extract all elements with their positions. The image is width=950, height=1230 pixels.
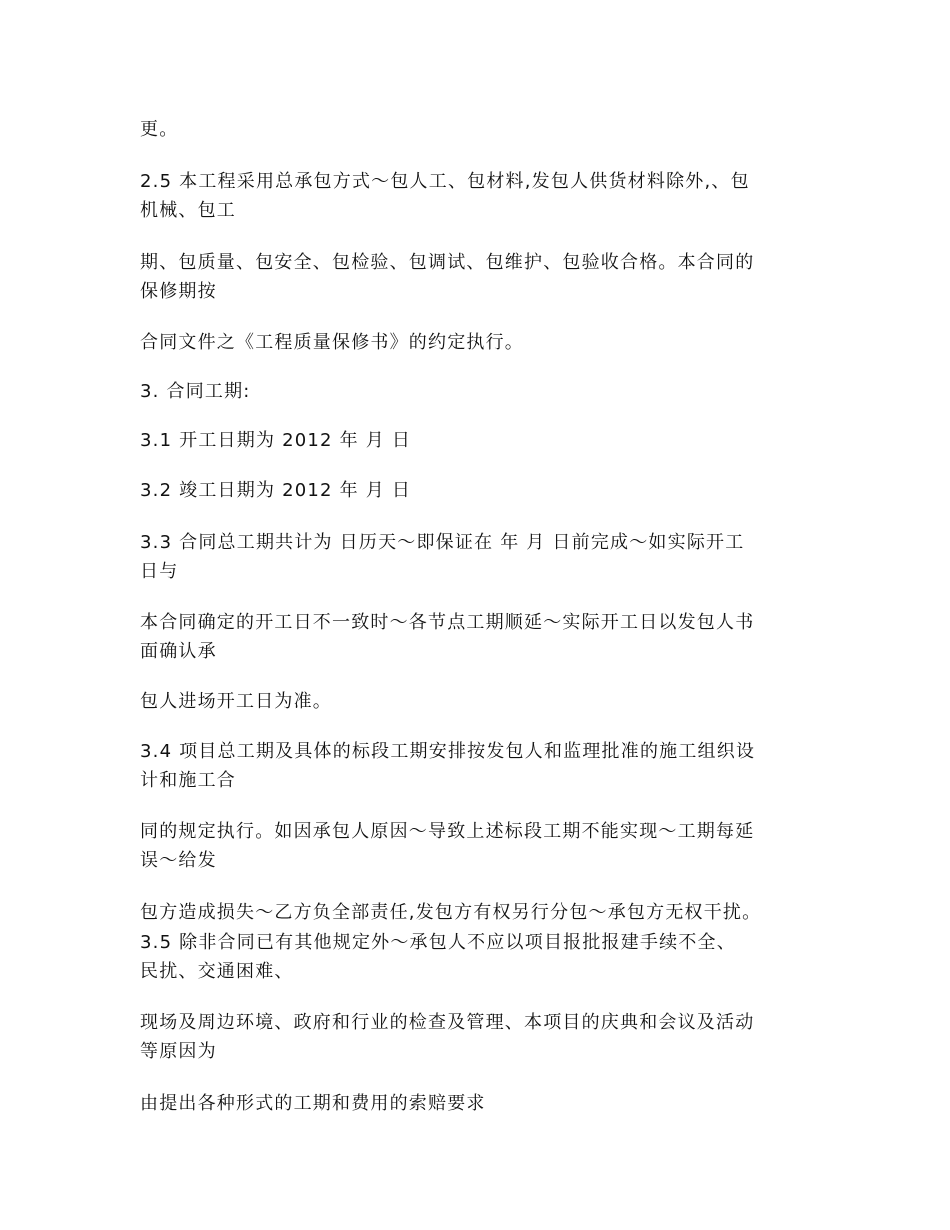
- text-line: 包方造成损失～乙方负全部责任,发包方有权另行分包～承包方无权干扰。: [140, 902, 762, 923]
- text-line: 日与: [140, 561, 179, 582]
- text-line: 期、包质量、包安全、包检验、包调试、包维护、包验收合格。本合同的: [140, 252, 755, 273]
- text-line: 保修期按: [140, 281, 217, 302]
- text-line: 机械、包工: [140, 200, 236, 221]
- text-line: 更。: [140, 119, 179, 140]
- text-line: 3.4 项目总工期及具体的标段工期安排按发包人和监理批准的施工组织设: [140, 741, 756, 762]
- text-line: 等原因为: [140, 1041, 217, 1062]
- text-line: 面确认承: [140, 641, 217, 662]
- text-line: 3. 合同工期:: [140, 381, 251, 402]
- text-line: 民扰、交通困难、: [140, 961, 294, 982]
- text-line: 3.2 竣工日期为 2012 年 月 日: [140, 480, 412, 501]
- text-line: 误～给发: [140, 850, 217, 871]
- text-line: 本合同确定的开工日不一致时～各节点工期顺延～实际开工日以发包人书: [140, 612, 755, 633]
- text-line: 由提出各种形式的工期和费用的索赔要求: [140, 1093, 486, 1114]
- text-line: 包人进场开工日为准。: [140, 691, 332, 712]
- text-line: 3.5 除非合同已有其他规定外～承包人不应以项目报批报建手续不全、: [140, 932, 736, 953]
- text-line: 3.3 合同总工期共计为 日历天～即保证在 年 月 日前完成～如实际开工: [140, 532, 745, 553]
- text-line: 合同文件之《工程质量保修书》的约定执行。: [140, 332, 524, 353]
- text-line: 2.5 本工程采用总承包方式～包人工、包材料,发包人供货材料除外,、包: [140, 171, 750, 192]
- text-line: 3.1 开工日期为 2012 年 月 日: [140, 430, 412, 451]
- text-line: 现场及周边环境、政府和行业的检查及管理、本项目的庆典和会议及活动: [140, 1012, 755, 1033]
- text-line: 计和施工合: [140, 770, 236, 791]
- text-line: 同的规定执行。如因承包人原因～导致上述标段工期不能实现～工期每延: [140, 821, 755, 842]
